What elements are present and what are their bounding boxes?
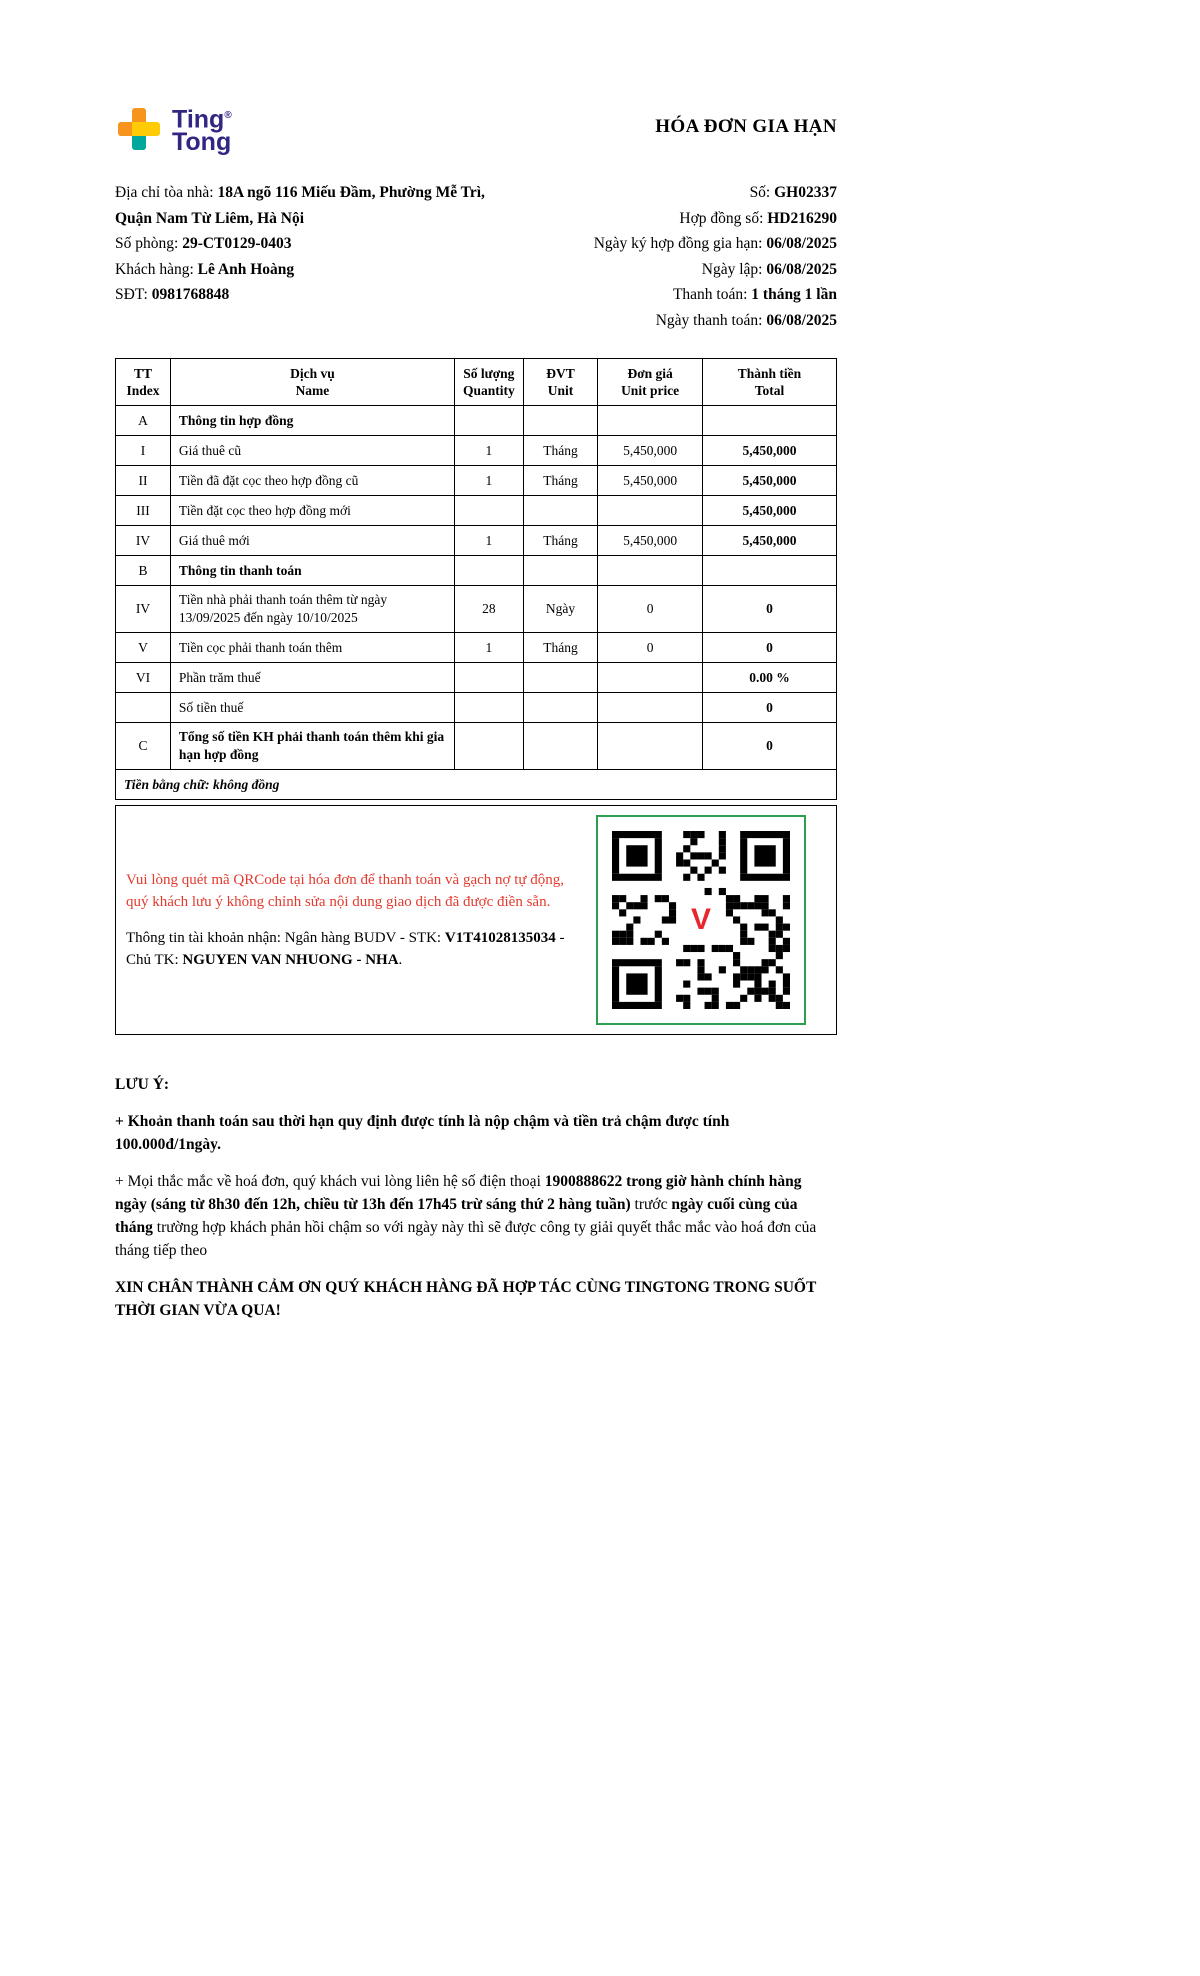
cell-total (702, 406, 836, 436)
cell-unit-price: 5,450,000 (598, 526, 703, 556)
cell-total: 0 (702, 633, 836, 663)
cell-index: IV (116, 586, 171, 633)
cell-quantity (454, 693, 523, 723)
service-table (115, 358, 837, 800)
note-late-payment: + Khoản thanh toán sau thời hạn quy định được tính là nộp chậm và tiền trả chậm được tính 100.000đ/1ngày. (115, 1113, 730, 1154)
cell-index: C (116, 723, 171, 770)
cell-total: 0 (702, 693, 836, 723)
cell-quantity: 1 (454, 526, 523, 556)
cell-name: Thông tin hợp đồng (170, 406, 454, 436)
cell-index (116, 693, 171, 723)
cell-name: Tiền đặt cọc theo hợp đồng mới (170, 496, 454, 526)
cell-unit (523, 693, 598, 723)
cell-quantity (454, 406, 523, 436)
col-header-total: Thành tiền Total (702, 359, 836, 406)
col-header-name: Dịch vụ Name (170, 359, 454, 406)
logo-line2: Tong (172, 128, 232, 157)
cell-quantity (454, 496, 523, 526)
qr-payment-text (116, 806, 596, 1034)
cell-total: 5,450,000 (702, 496, 836, 526)
field-issue-date: Ngày lập: 06/08/2025 (701, 260, 837, 278)
qr-payment-section (115, 805, 837, 1035)
invoice-header (115, 104, 837, 157)
table-header-row (116, 359, 837, 406)
cell-unit-price (598, 723, 703, 770)
cell-total: 5,450,000 (702, 436, 836, 466)
cell-quantity (454, 556, 523, 586)
table-row (116, 436, 837, 466)
cell-index: II (116, 466, 171, 496)
cell-unit-price (598, 496, 703, 526)
cell-total: 0 (702, 586, 836, 633)
cell-name: Số tiền thuế (170, 693, 454, 723)
table-row (116, 586, 837, 633)
cell-unit-price: 5,450,000 (598, 436, 703, 466)
field-invoice-number: Số: GH02337 (749, 184, 837, 202)
cell-quantity: 1 (454, 436, 523, 466)
col-header-unit: ĐVT Unit (523, 359, 598, 406)
cell-unit-price (598, 663, 703, 693)
invoice-page (115, 0, 837, 1322)
field-payment-date: Ngày thanh toán: 06/08/2025 (655, 311, 837, 329)
cell-index: VI (116, 663, 171, 693)
cell-index: IV (116, 526, 171, 556)
cell-index: I (116, 436, 171, 466)
cell-name: Tổng số tiền KH phải thanh toán thêm khi gia hạn hợp đồng (170, 723, 454, 770)
cell-unit (523, 406, 598, 436)
invoice-info (115, 180, 837, 333)
cell-unit-price (598, 556, 703, 586)
cell-name: Giá thuê cũ (170, 436, 454, 466)
qr-code (596, 815, 806, 1025)
cell-unit-price: 5,450,000 (598, 466, 703, 496)
cell-total: 0.00 % (702, 663, 836, 693)
qr-code-area (596, 806, 836, 1034)
cell-unit: Tháng (523, 436, 598, 466)
table-row (116, 406, 837, 436)
qr-notice: Vui lòng quét mã QRCode tại hóa đơn để thanh toán và gạch nợ tự động, quý khách lưu ý không chỉnh sửa nội dung giao dịch đã được điền sẵn. (126, 872, 565, 911)
note-contact: + Mọi thắc mắc về hoá đơn, quý khách vui lòng liên hệ số điện thoại 1900888622 trong giờ hành chính hàng ngày (sáng từ 8h30 đến 12h, chiều từ 13h đến 17h45 trừ sáng thứ 2 hàng tuần) trước ngày cuối cùng của tháng trường hợp khách phản hồi chậm so với ngày này thì sẽ được công ty giải quyết thắc mắc vào hoá đơn của tháng tiếp theo (115, 1173, 817, 1260)
table-row (116, 526, 837, 556)
cell-index: V (116, 633, 171, 663)
cell-unit: Ngày (523, 586, 598, 633)
field-building-address: Địa chỉ tòa nhà: 18A ngõ 116 Miếu Đầm, Phường Mễ Trì, Quận Nam Từ Liêm, Hà Nội (115, 184, 485, 227)
col-header-unit-price: Đơn giá Unit price (598, 359, 703, 406)
cell-quantity (454, 663, 523, 693)
cell-quantity (454, 723, 523, 770)
cell-total: 5,450,000 (702, 466, 836, 496)
field-customer-name: Khách hàng: Lê Anh Hoàng (115, 260, 295, 278)
tingtong-logo (115, 104, 232, 157)
table-row (116, 633, 837, 663)
service-table-body (116, 406, 837, 770)
cell-index: III (116, 496, 171, 526)
cell-name: Thông tin thanh toán (170, 556, 454, 586)
account-info: Thông tin tài khoản nhận: Ngân hàng BUDV - STK: V1T41028135034 - Chủ TK: NGUYEN VAN NHUONG - NHA. (126, 930, 565, 969)
cell-name: Giá thuê mới (170, 526, 454, 556)
col-header-quantity: Số lượng Quantity (454, 359, 523, 406)
cell-total: 5,450,000 (702, 526, 836, 556)
col-header-index: TT Index (116, 359, 171, 406)
customer-info (115, 180, 505, 333)
cell-unit (523, 723, 598, 770)
cell-unit: Tháng (523, 633, 598, 663)
cell-unit (523, 663, 598, 693)
table-row (116, 723, 837, 770)
cell-name: Tiền nhà phải thanh toán thêm từ ngày 13/09/2025 đến ngày 10/10/2025 (170, 586, 454, 633)
table-row (116, 556, 837, 586)
cell-index: A (116, 406, 171, 436)
table-row (116, 663, 837, 693)
cell-unit: Tháng (523, 466, 598, 496)
table-row (116, 496, 837, 526)
notes-heading: LƯU Ý: (115, 1076, 170, 1094)
cell-name: Tiền cọc phải thanh toán thêm (170, 633, 454, 663)
cell-name: Phần trăm thuế (170, 663, 454, 693)
cell-quantity: 1 (454, 633, 523, 663)
cell-total: 0 (702, 723, 836, 770)
qr-logo-badge: V (680, 899, 722, 941)
field-contract-number: Hợp đồng số: HD216290 (679, 209, 837, 227)
field-renewal-sign-date: Ngày ký hợp đồng gia hạn: 06/08/2025 (593, 235, 837, 253)
cell-unit-price (598, 406, 703, 436)
cell-unit-price (598, 693, 703, 723)
note-thanks: XIN CHÂN THÀNH CẢM ƠN QUÝ KHÁCH HÀNG ĐÃ HỢP TÁC CÙNG TINGTONG TRONG SUỐT THỜI GIAN VỪA QUA! (115, 1279, 817, 1320)
logo-text (172, 104, 232, 157)
invoice-notes (115, 1073, 837, 1322)
logo-line1: Ting (172, 105, 225, 134)
cell-unit: Tháng (523, 526, 598, 556)
field-phone-number: SĐT: 0981768848 (115, 286, 230, 304)
field-room-number: Số phòng: 29-CT0129-0403 (115, 235, 292, 253)
cell-total (702, 556, 836, 586)
cell-unit-price: 0 (598, 633, 703, 663)
field-payment-cycle: Thanh toán: 1 tháng 1 lần (672, 286, 837, 304)
table-row (116, 693, 837, 723)
amount-in-words-row (116, 770, 837, 800)
tingtong-logo-icon (115, 105, 163, 153)
cell-quantity: 28 (454, 586, 523, 633)
invoice-title: HÓA ĐƠN GIA HẠN (655, 116, 837, 137)
invoice-meta (594, 180, 837, 333)
cell-unit (523, 556, 598, 586)
amount-in-words: Tiền bằng chữ: không đồng (116, 770, 837, 800)
table-row (116, 466, 837, 496)
cell-quantity: 1 (454, 466, 523, 496)
cell-name: Tiền đã đặt cọc theo hợp đồng cũ (170, 466, 454, 496)
cell-unit-price: 0 (598, 586, 703, 633)
cell-unit (523, 496, 598, 526)
registered-mark: ® (224, 110, 232, 121)
cell-index: B (116, 556, 171, 586)
